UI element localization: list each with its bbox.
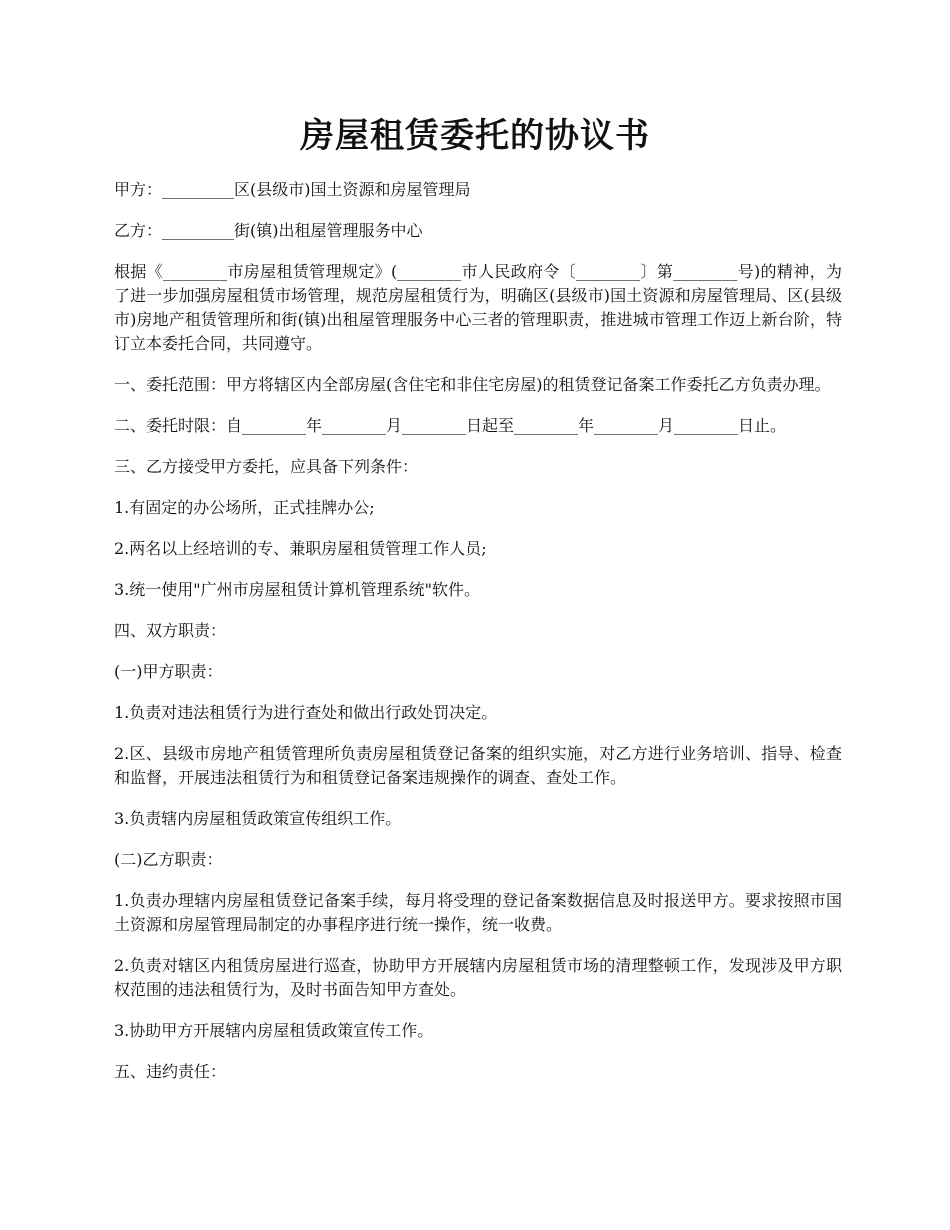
party-b-duty-1: 1.负责办理辖内房屋租赁登记备案手续，每月将受理的登记备案数据信息及时报送甲方。要求按照市国土资源和房屋管理局制定的办事程序进行统一操作，统一收费。 xyxy=(114,891,842,934)
party-b-duty-2: 2.负责对辖区内租赁房屋进行巡查，协助甲方开展辖内房屋租赁市场的清理整顿工作，发现涉及甲方职权范围的违法租赁行为，及时书面告知甲方查处。 xyxy=(114,956,842,999)
party-a-duty-1: 1.负责对违法租赁行为进行查处和做出行政处罚决定。 xyxy=(114,703,498,722)
document-title: 房屋租赁委托的协议书 xyxy=(300,116,650,156)
preamble-paragraph: 根据《________市房屋租赁管理规定》(________市人民政府令〔________〕第________号)的精神，为了进一步加强房屋租赁市场管理，规范房屋租赁行为，明确区(县级市)国土资源和房屋管理局、区(县级市)房地产租赁管理所和街(镇)出租屋管理服务中心三者的管理职责，推进城市管理工作迈上新台阶，特订立本委托合同，共同遵守。 xyxy=(114,262,842,353)
clause-4-duties: 四、双方职责： xyxy=(114,621,227,640)
party-a-duties-heading: (一)甲方职责： xyxy=(114,662,223,681)
party-a-duty-2: 2.区、县级市房地产租赁管理所负责房屋租赁登记备案的组织实施，对乙方进行业务培训、指导、检查和监督，开展违法租赁行为和租赁登记备案违规操作的调查、查处工作。 xyxy=(114,744,842,787)
party-b-duty-3: 3.协助甲方开展辖内房屋租赁政策宣传工作。 xyxy=(114,1021,434,1040)
party-b-line: 乙方：_________街(镇)出租屋管理服务中心 xyxy=(114,221,423,240)
condition-item-3: 3.统一使用"广州市房屋租赁计算机管理系统"软件。 xyxy=(114,580,480,599)
condition-item-1: 1.有固定的办公场所，正式挂牌办公; xyxy=(114,498,375,517)
clause-2-term: 二、委托时限：自________年________月________日起至________年________月________日止。 xyxy=(114,416,787,435)
condition-item-2: 2.两名以上经培训的专、兼职房屋租赁管理工作人员; xyxy=(114,539,487,558)
document-body xyxy=(114,178,842,1101)
party-a-duty-3: 3.负责辖内房屋租赁政策宣传组织工作。 xyxy=(114,809,402,828)
party-a-line: 甲方：_________区(县级市)国土资源和房屋管理局 xyxy=(114,180,471,199)
party-b-duties-heading: (二)乙方职责： xyxy=(114,850,223,869)
clause-1-scope: 一、委托范围：甲方将辖区内全部房屋(含住宅和非住宅房屋)的租赁登记备案工作委托乙方负责办理。 xyxy=(114,375,831,394)
clause-3-conditions: 三、乙方接受甲方委托，应具备下列条件： xyxy=(114,457,419,476)
clause-5-liability: 五、违约责任： xyxy=(114,1062,227,1081)
